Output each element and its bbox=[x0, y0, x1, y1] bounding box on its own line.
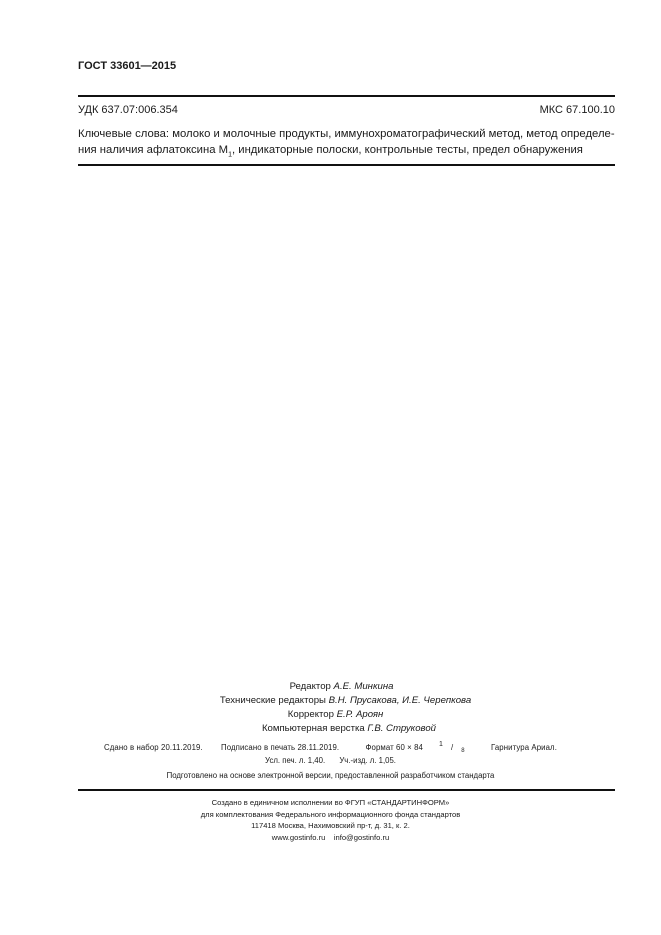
credit-layout bbox=[0, 722, 661, 736]
print-info-line-1 bbox=[0, 741, 661, 754]
footer-line-1: Создано в единичном исполнении во ФГУП «СТАНДАРТИНФОРМ» bbox=[211, 798, 450, 807]
credit-name: Г.В. Струковой bbox=[367, 723, 437, 734]
format-numerator: 1 bbox=[438, 741, 443, 748]
footer-divider bbox=[78, 789, 615, 791]
footer-line-2: для комплектования Федерального информационного фонда стандартов bbox=[200, 809, 461, 819]
top-divider bbox=[78, 95, 615, 97]
font-info: Гарнитура Ариал. bbox=[490, 742, 557, 752]
keywords-subscript: 1 bbox=[228, 151, 232, 159]
keywords-divider bbox=[78, 164, 615, 166]
printed-sheets: Усл. печ. л. 1,40. bbox=[265, 756, 326, 765]
keywords-line-2 bbox=[78, 142, 615, 163]
credit-role: Корректор bbox=[287, 709, 334, 720]
signed-date: Подписано в печать 28.11.2019. bbox=[221, 742, 340, 752]
keywords-line-2-end: , индикаторные полоски, контрольные тесты, предел обнаружения bbox=[231, 144, 583, 156]
credit-role: Компьютерная верстка bbox=[261, 723, 365, 734]
credit-name: В.Н. Прусакова, И.Е. Черепкова bbox=[328, 695, 472, 706]
print-info-line-2 bbox=[0, 756, 661, 765]
credit-editor bbox=[0, 680, 661, 694]
footer-address: 117418 Москва, Нахимовский пр-т, д. 31, к. 2. bbox=[251, 821, 410, 830]
keywords-line-1: Ключевые слова: молоко и молочные продукты, иммунохроматографический метод, метод определе- bbox=[78, 128, 615, 140]
credit-role: Технические редакторы bbox=[219, 695, 326, 706]
footer-website[interactable]: www.gostinfo.ru bbox=[271, 832, 326, 842]
footer-contacts bbox=[0, 832, 661, 844]
footer-email[interactable]: info@gostinfo.ru bbox=[333, 832, 390, 842]
submitted-date: Сдано в набор 20.11.2019. bbox=[104, 742, 203, 752]
udk-code: УДК 637.07:006.354 bbox=[78, 104, 178, 116]
prepared-note: Подготовлено на основе электронной версии, предоставленной разработчиком стандарта bbox=[166, 771, 495, 780]
format-denominator: 8 bbox=[461, 748, 465, 755]
credit-name: А.Е. Минкина bbox=[333, 681, 394, 692]
format-info: Формат 60 × 84 1 / $_8$ bbox=[365, 741, 465, 755]
keywords-paragraph bbox=[78, 126, 615, 163]
publisher-footer bbox=[0, 797, 661, 843]
standard-code: ГОСТ 33601—2015 bbox=[78, 60, 177, 72]
credit-tech-editors bbox=[0, 694, 661, 708]
format-prefix: Формат 60 × 84 bbox=[365, 742, 423, 752]
credits-block bbox=[0, 680, 661, 736]
credit-role: Редактор bbox=[289, 681, 331, 692]
keywords-line-2-start: ния наличия афлатоксина М bbox=[78, 144, 229, 156]
credit-corrector bbox=[0, 708, 661, 722]
credit-name: Е.Р. Ароян bbox=[336, 709, 384, 720]
mks-code: МКС 67.100.10 bbox=[539, 104, 615, 116]
edit-sheets: Уч.-изд. л. 1,05. bbox=[339, 756, 396, 765]
